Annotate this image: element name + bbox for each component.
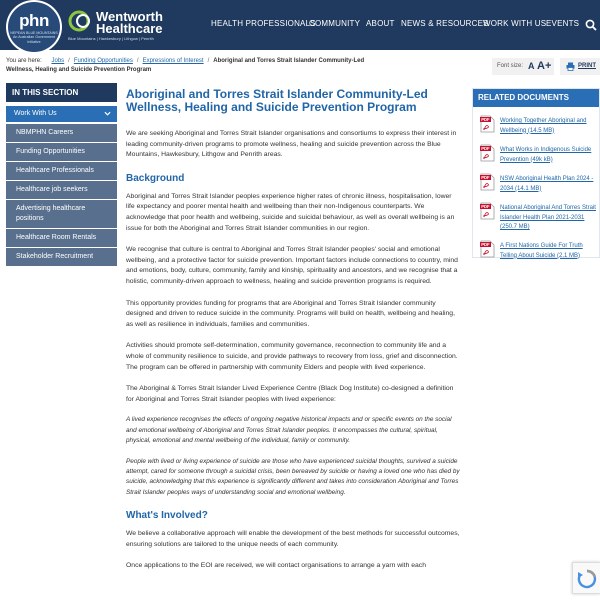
search-icon[interactable]	[585, 19, 597, 31]
background-heading: Background	[126, 172, 185, 184]
phn-logo-region: NEPEAN BLUE MOUNTAINS	[10, 31, 58, 35]
breadcrumb-expressions-of-interest[interactable]: Expressions of Interest	[142, 58, 204, 64]
phn-logo-initiative: An Australian Government Initiative	[13, 35, 55, 44]
breadcrumb-jobs[interactable]: Jobs	[51, 58, 65, 64]
svg-text:PDF: PDF	[481, 117, 490, 123]
page-title: Aboriginal and Torres Strait Islander Community-Led Wellness, Healing and Suicide Prevention Program	[126, 87, 428, 114]
pdf-icon	[478, 173, 496, 191]
pdf-icon	[478, 202, 496, 220]
recaptcha-badge[interactable]	[572, 562, 600, 594]
section-sidebar	[6, 83, 117, 266]
quote-paragraph-2: People with lived or living experience of suicide are those who have experienced suicidal thoughts, survived a suicide attempt, cared for someone through a suicidal crisis, been bereaved by suicide or having a loved one who has died by suicide, acknowledging that this experience is significantly different and takes into consideration Aboriginal and Torres Strait Islander peoples ways of understanding social and emotional wellbeing.	[126, 457, 460, 496]
related-doc-link[interactable]: National Aboriginal And Torres Strait Islander Health Plan 2021-2031 (250.7 MB)	[500, 205, 596, 230]
background-paragraph-2: We recognise that culture is central to Aboriginal and Torres Strait Islander peoples' social and emotional wellbeing, and a protective factor for suicide prevention. Important factors include connections to country, mind and emotions, body, culture, community, family and kinship, spirituality and ancestors, and we recognise that a holistic, community-driven approach to wellness, healing and suicide prevention programs is required.	[126, 246, 458, 285]
sidebar-item-room-rentals[interactable]: Healthcare Room Rentals	[6, 229, 117, 247]
nav-news-resources[interactable]: NEWS & RESOURCES	[401, 19, 489, 28]
sidebar-active-label: Work With Us	[14, 110, 57, 117]
main-content	[126, 88, 462, 572]
svg-text:PDF: PDF	[481, 175, 490, 181]
site-header	[0, 0, 600, 50]
breadcrumb-funding-opportunities[interactable]: Funding Opportunities	[73, 58, 133, 64]
nav-work-with-us[interactable]: WORK WITH US	[483, 19, 547, 28]
nav-community[interactable]: COMMUNITY	[309, 19, 361, 28]
sidebar-item-work-with-us[interactable]	[6, 106, 117, 122]
related-doc-link[interactable]: Working Together Aboriginal and Wellbeing (14.5 MB)	[500, 118, 587, 134]
phn-logo-subtitle	[8, 31, 60, 44]
pdf-icon	[478, 144, 496, 162]
breadcrumb-current: Aboriginal and Torres Strait Islander Community-Led Wellness, Healing and Suicide Prevention Program	[6, 58, 365, 73]
sidebar-item-advertising-positions[interactable]: Advertising healthcare positions	[6, 200, 117, 228]
pdf-icon	[478, 115, 496, 133]
sidebar-item-healthcare-professionals[interactable]: Healthcare Professionals	[6, 162, 117, 180]
print-button[interactable]	[560, 58, 600, 75]
sidebar-item-funding-opportunities[interactable]: Funding Opportunities	[6, 143, 117, 161]
font-size-control	[492, 58, 554, 75]
chevron-down-icon	[104, 110, 111, 117]
sidebar-item-nbmphn-careers[interactable]: NBMPHN Careers	[6, 124, 117, 142]
font-size-label: Font size:	[497, 63, 524, 69]
font-decrease-button[interactable]: A	[528, 61, 535, 71]
nav-about[interactable]: ABOUT	[366, 19, 395, 28]
wentworth-swirl-icon	[68, 10, 94, 32]
involved-heading: What's Involved?	[126, 510, 208, 522]
related-doc-link[interactable]: A First Nations Guide For Truth Telling About Suicide (2.1 MB)	[500, 243, 583, 259]
background-paragraph-1: Aboriginal and Torres Strait Islander peoples experience higher rates of chronic illness, hospitalisation, lower life expectancy and poorer mental health and wellbeing than their non-Indigenous counterparts. We acknowledge that poor health and wellbeing, suicide and suicidal behaviour, as well as overall wellbeing is an issue for both the Aboriginal and Torres Strait Islander communities in our region.	[126, 192, 455, 232]
nav-events[interactable]: EVENTS	[546, 19, 580, 28]
print-label: PRINT	[578, 63, 596, 69]
background-paragraph-3: This opportunity provides funding for programs that are Aboriginal and Torres Strait Islander community designed and driven to reduce suicide in the community. Programs will build on health, wellbeing and healing, as well as resilience in individuals, families and communities.	[126, 299, 455, 328]
related-heading: RELATED DOCUMENTS	[473, 89, 599, 107]
wentworth-healthcare-logo[interactable]	[68, 8, 178, 42]
pdf-icon	[478, 240, 496, 258]
font-increase-button[interactable]: A+	[537, 60, 552, 72]
intro-paragraph: We are seeking Aboriginal and Torres Strait Islander organisations and consortiums to express their interest in leading community-driven programs to promote wellness, healing and suicide prevention across the Blue Mountains, Hawkesbury, Lithgow and Penrith areas.	[126, 130, 457, 159]
involved-paragraph-1: We believe a collaborative approach will enable the development of the best methods for successful outcomes, ensuring solutions are tailored to the unique needs of each community.	[126, 530, 460, 548]
printer-icon	[566, 62, 575, 71]
sidebar-heading: IN THIS SECTION	[6, 83, 117, 102]
quote-paragraph-1: A lived experience recognises the effects of ongoing negative historical impacts and or specific events on the social and emotional wellbeing of Aboriginal and Torres Strait Islander peoples. It encompasses the cultural, spiritual, physical, emotional and mental wellbeing of the individual, family or community.	[126, 416, 452, 445]
sidebar-item-stakeholder-recruitment[interactable]: Stakeholder Recruitment	[6, 248, 117, 266]
background-paragraph-4: Activities should promote self-determination, community governance, reconnection to community life and a whole of community resilience to suicide, and provide pathways to recovery from loss, grief and disconnection. The program can be offered in partnership with community Elders and people with lived experience.	[126, 342, 458, 371]
recaptcha-icon	[573, 563, 600, 595]
phn-logo-text: phn	[19, 11, 49, 30]
svg-text:PDF: PDF	[481, 204, 490, 210]
involved-paragraph-2: Once applications to the EOI are received, we will contact organisations to arrange a yarn with each	[126, 562, 426, 570]
brand-regions: Blue Mountains | Hawkesbury | Lithgow | Penrith	[68, 36, 154, 41]
svg-text:PDF: PDF	[481, 146, 490, 152]
phn-logo[interactable]	[6, 0, 62, 54]
brand-line-1: Wentworth	[96, 9, 163, 24]
related-documents	[472, 88, 600, 258]
svg-text:PDF: PDF	[481, 242, 490, 248]
breadcrumb: You are here: Jobs / Funding Opportunities / Expressions of Interest / Aboriginal and Torres Strait Islander Community-Led Wellness, Healing and Suicide Prevention Program	[6, 58, 365, 73]
related-doc-link[interactable]: What Works in Indigenous Suicide Prevention (49k kB)	[500, 147, 592, 163]
sidebar-item-healthcare-job-seekers[interactable]: Healthcare job seekers	[6, 181, 117, 199]
nav-health-professionals[interactable]: HEALTH PROFESSIONALS	[211, 19, 316, 28]
brand-line-2: Healthcare	[96, 21, 163, 36]
breadcrumb-label: You are here:	[6, 58, 42, 64]
background-paragraph-5: The Aboriginal & Torres Strait Islander Lived Experience Centre (Black Dog Institute) co-designed a definition for Aboriginal and Torres Strait Islander peoples with lived experience:	[126, 385, 454, 403]
related-doc-link[interactable]: NSW Aboriginal Health Plan 2024 - 2034 (14.1 MB)	[500, 176, 594, 192]
